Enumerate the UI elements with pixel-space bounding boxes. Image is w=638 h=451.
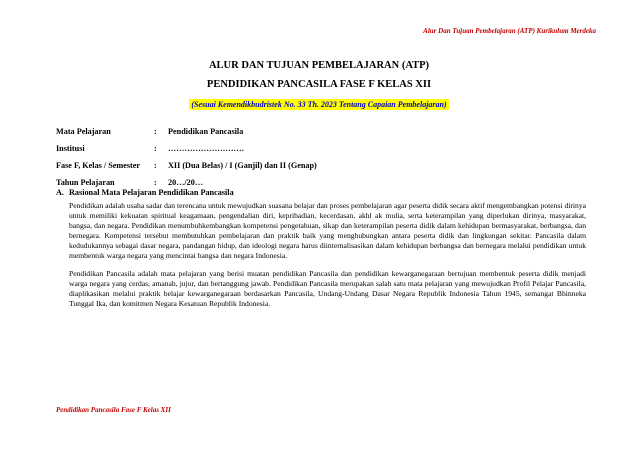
document-title: ALUR DAN TUJUAN PEMBELAJARAN (ATP) xyxy=(208,60,430,71)
identity-row-institution xyxy=(56,140,317,157)
identity-colon: : xyxy=(154,178,157,187)
identity-colon: : xyxy=(154,127,157,136)
identity-row-subject xyxy=(56,123,317,140)
running-header: Alur Dan Tujuan Pembelajaran (ATP) Kurikulum Merdeka xyxy=(423,27,596,35)
identity-value: Pendidikan Pancasila xyxy=(168,127,244,136)
running-footer: Pendidikan Pancasila Fase F Kelas XII xyxy=(56,406,171,414)
section-rationale xyxy=(56,188,586,317)
regulation-citation: (Sesuai Kemendikbudristek No. 33 Th. 2023 Tentang Capaian Pembelajaran) xyxy=(191,100,447,109)
identity-value: XII (Dua Belas) / I (Ganjil) dan II (Genap) xyxy=(168,161,317,170)
identity-value: ………………………. xyxy=(168,144,244,153)
identity-label: Tahun Pelajaran xyxy=(56,178,115,187)
section-heading xyxy=(56,188,586,197)
identity-label: Fase F, Kelas / Semester xyxy=(56,161,141,170)
identity-label: Institusi xyxy=(56,144,85,153)
section-title: Rasional Mata Pelajaran Pendidikan Pancasila xyxy=(69,188,234,197)
identity-table xyxy=(56,123,317,191)
identity-row-phase-class xyxy=(56,157,317,174)
identity-colon: : xyxy=(154,161,157,170)
section-letter: A. xyxy=(56,188,64,197)
paragraph: Pendidikan Pancasila adalah mata pelajaran yang berisi muatan pendidikan Pancasila dan pendidikan kewarganegaraan bertujuan membentuk peserta didik menjadi warga negara yang cerdas, amanah, jujur, dan bertanggung jawab. Pendidikan Pancasila merupakan salah satu mata pelajaran yang mewujudkan Profil Pelajar Pancasila, diaplikasikan melalui praktik belajar kewarganegaraan berdasarkan Pancasila, Undang-Undang Dasar Negara Republik Indonesia Tahun 1945, semangat Bhinneka Tunggal Ika, dan komitmen Negara Kesatuan Republik Indonesia. xyxy=(69,269,586,309)
document-subtitle: PENDIDIKAN PANCASILA FASE F KELAS XII xyxy=(206,79,432,90)
identity-colon: : xyxy=(154,144,157,153)
identity-value: 20…/20… xyxy=(168,178,204,187)
paragraph: Pendidikan adalah usaha sadar dan terencana untuk mewujudkan suasana belajar dan proses pembelajaran agar peserta didik secara aktif mengembangkan potensi dirinya untuk memiliki kekuatan spiritual keagamaan, pengendalian diri, kepribadian, kecerdasan, akhl ak mulia, serta keterampilan yang diperlukan dirinya, masyarakat, bangsa, dan negara. Pendidikan menumbuhkembangkan kompetensi pengetahuan, sikap dan keterampilan peserta didik dalam kehidupan bermasyarakat, berbangsa, dan bernegara. Kompetensi tersebut membutuhkan pembelajaran dan praktik baik yang menghubungkan antara peserta didik dan lingkungan sekitar. Pancasila dalam kedudukannya sebagai dasar negara, pandangan hidup, dan ideologi negara harus diinternalisasikan dalam kehidupan berbangsa dan bernegara melalui pendidikan untuk membentuk warga negara yang mencintai bangsa dan negara Indonesia. xyxy=(69,201,586,261)
document-title-block xyxy=(0,56,638,112)
identity-label: Mata Pelajaran xyxy=(56,127,111,136)
